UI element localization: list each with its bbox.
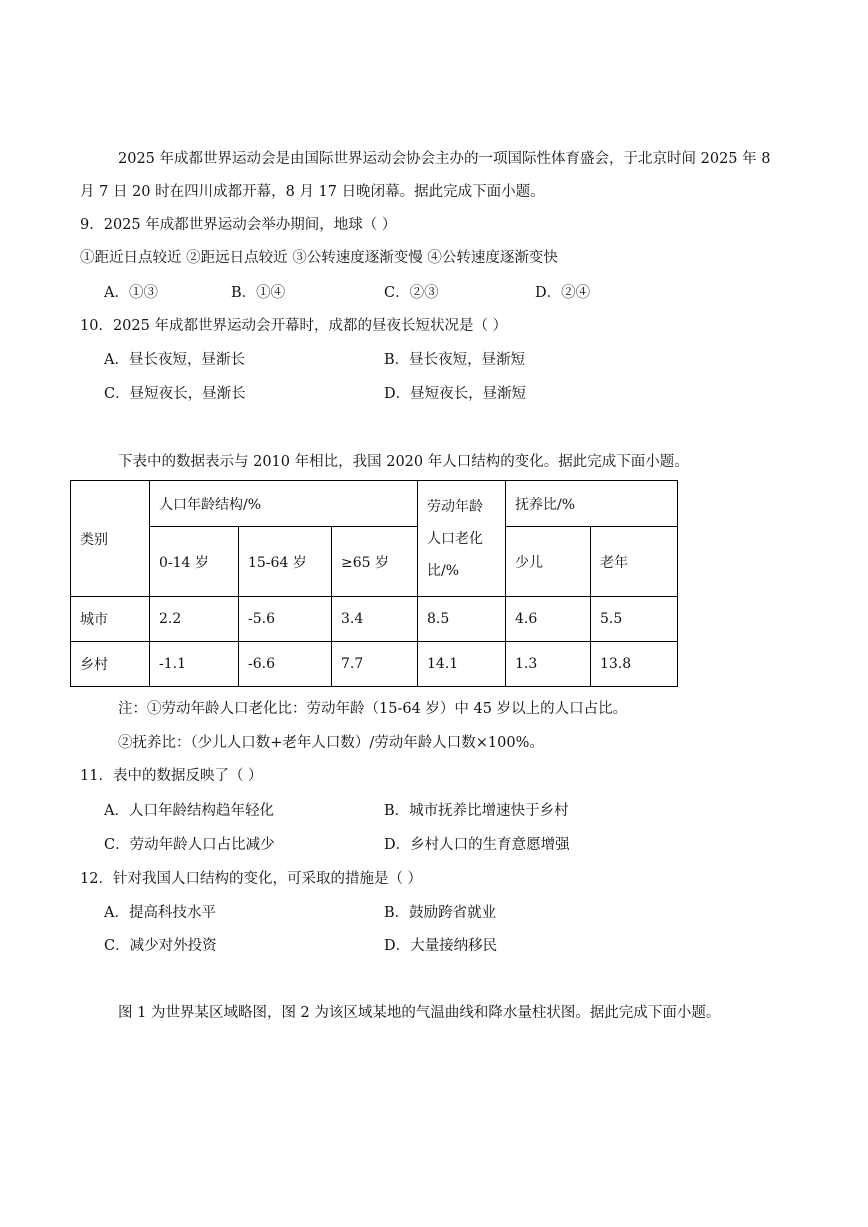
table-cell: -5.6: [239, 597, 332, 642]
table-cell: -6.6: [239, 642, 332, 687]
age-structure-header: 人口年龄结构/%: [150, 481, 418, 527]
table-cell: 5.5: [591, 597, 678, 642]
table-cell: 2.2: [150, 597, 239, 642]
question-9-stem: 9．2025 年成都世界运动会举办期间，地球（ ）: [80, 217, 397, 233]
question-11-option-c[interactable]: C．劳动年龄人口占比减少: [104, 837, 275, 853]
labor-aging-header-line-3: 比/%: [427, 562, 460, 579]
dependency-elderly: 老年: [591, 527, 678, 597]
table-cell: 1.3: [506, 642, 591, 687]
table-note-2: ②抚养比：（少儿人口数+老年人口数）/劳动年龄人口数×100%。: [118, 735, 544, 751]
table-row: [71, 642, 678, 687]
question-11-option-a[interactable]: A．人口年龄结构趋年轻化: [104, 803, 274, 819]
labor-aging-header-line-1: 劳动年龄: [427, 498, 483, 515]
question-12-stem: 12．针对我国人口结构的变化，可采取的措施是（ ）: [80, 871, 423, 887]
question-9-option-c[interactable]: C．②③: [384, 285, 439, 301]
question-10-option-d[interactable]: D．昼短夜长，昼渐短: [384, 386, 527, 402]
question-10-option-c[interactable]: C．昼短夜长，昼渐长: [104, 386, 246, 402]
table-cell: 13.8: [591, 642, 678, 687]
table-cell: 4.6: [506, 597, 591, 642]
passage-2: 下表中的数据表示与 2010 年相比，我国 2020 年人口结构的变化。据此完成下面小题。: [118, 454, 689, 470]
dependency-header: 抚养比/%: [506, 481, 678, 527]
passage-3: 图 1 为世界某区域略图，图 2 为该区域某地的气温曲线和降水量柱状图。据此完成下面小题。: [118, 1005, 721, 1021]
table-row: [71, 597, 678, 642]
question-12-option-d[interactable]: D．大量接纳移民: [384, 938, 498, 954]
question-11-stem: 11．表中的数据反映了（ ）: [80, 768, 263, 784]
age-group-0-14: 0-14 岁: [150, 527, 239, 597]
row-label: 城市: [71, 597, 150, 642]
labor-aging-header-line-2: 人口老化: [427, 530, 483, 547]
question-9-option-a[interactable]: A．①③: [104, 285, 158, 301]
question-9-statements: ①距近日点较近 ②距远日点较近 ③公转速度逐渐变慢 ④公转速度逐渐变快: [80, 250, 558, 266]
table-cell: -1.1: [150, 642, 239, 687]
table-cell: 14.1: [418, 642, 506, 687]
age-group-65-plus: ≥65 岁: [332, 527, 418, 597]
table-cell: 7.7: [332, 642, 418, 687]
table-cell: 8.5: [418, 597, 506, 642]
question-10-stem: 10．2025 年成都世界运动会开幕时，成都的昼夜长短状况是（ ）: [80, 318, 508, 334]
question-12-option-b[interactable]: B．鼓励跨省就业: [384, 905, 497, 921]
age-group-15-64: 15-64 岁: [239, 527, 332, 597]
question-12-option-a[interactable]: A．提高科技水平: [104, 905, 216, 921]
passage-1-line-1: 2025 年成都世界运动会是由国际世界运动会协会主办的一项国际性体育盛会，于北京时间 2025 年 8: [118, 151, 771, 167]
table-cell: 3.4: [332, 597, 418, 642]
passage-1-line-2: 月 7 日 20 时在四川成都开幕，8 月 17 日晚闭幕。据此完成下面小题。: [80, 184, 545, 200]
question-11-option-d[interactable]: D．乡村人口的生育意愿增强: [384, 837, 570, 853]
dependency-children: 少儿: [506, 527, 591, 597]
question-12-option-c[interactable]: C．减少对外投资: [104, 938, 217, 954]
row-label: 乡村: [71, 642, 150, 687]
question-9-option-d[interactable]: D．②④: [535, 285, 591, 301]
labor-aging-header: [418, 481, 506, 597]
population-structure-table: [70, 480, 678, 687]
table-note-1: 注：①劳动年龄人口老化比：劳动年龄（15-64 岁）中 45 岁以上的人口占比。: [118, 701, 628, 717]
category-header: 类别: [71, 481, 150, 597]
question-10-option-a[interactable]: A．昼长夜短，昼渐长: [104, 352, 245, 368]
question-9-option-b[interactable]: B．①④: [231, 285, 286, 301]
question-11-option-b[interactable]: B．城市抚养比增速快于乡村: [384, 803, 569, 819]
question-10-option-b[interactable]: B．昼长夜短，昼渐短: [384, 352, 526, 368]
